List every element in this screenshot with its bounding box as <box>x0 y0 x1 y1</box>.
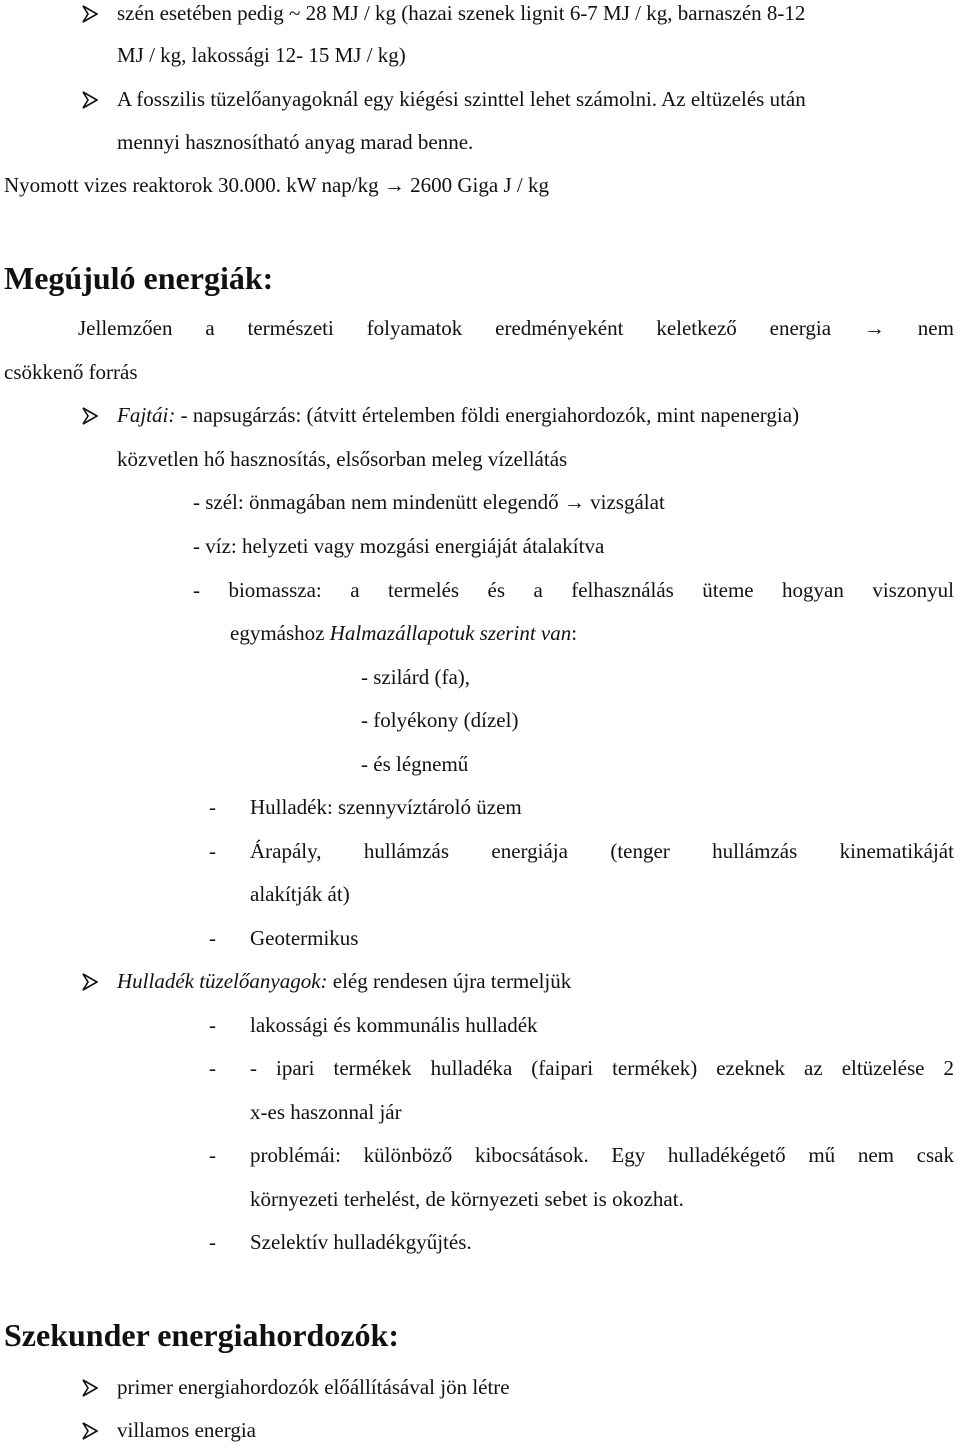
types-biomass <box>193 580 954 601</box>
intro-paragraph-line <box>78 318 954 339</box>
biomass-text: egymáshoz <box>230 621 325 645</box>
biomass-word: a <box>350 578 360 602</box>
dash-marker: - <box>209 1230 216 1254</box>
intro-word: természeti <box>247 316 334 340</box>
waste-fuels-line <box>117 971 571 992</box>
section-heading-renewables: Megújuló energiák: <box>4 260 274 296</box>
arrowhead-bullet-icon <box>82 91 98 109</box>
section-heading-secondary: Szekunder energiahordozók: <box>4 1317 399 1353</box>
intro-word: keletkező <box>656 316 737 340</box>
bullet-text: A fosszilis tüzelőanyagoknál egy kiégési szinttel lehet számolni. Az eltüzelés után <box>117 87 806 111</box>
bullet-text: mennyi hasznosítható anyag marad benne. <box>117 130 474 154</box>
dash-marker: - <box>209 1013 216 1037</box>
tidal-word: Árapály, <box>250 839 322 863</box>
arrowhead-bullet-icon <box>82 973 98 991</box>
tidal-word: kinematikáját <box>839 839 954 863</box>
tidal-word: energiája <box>491 839 568 863</box>
dash-marker: - <box>209 1056 216 1080</box>
waste-fuels-label: Hulladék tüzelőanyagok: <box>117 969 328 993</box>
types-line <box>117 405 799 426</box>
types-wind: - szél: önmagában nem mindenütt elegendő → vizsgálat <box>193 490 665 514</box>
intro-word: a <box>205 316 215 340</box>
intro-word: folyamatok <box>366 316 463 340</box>
state-item: - és légnemű <box>361 752 469 776</box>
state-item: - szilárd (fa), <box>361 665 471 689</box>
dash-marker: - <box>209 926 216 950</box>
nuclear-reactor-line: Nyomott vizes reaktorok 30.000. kW nap/kg → 2600 Giga J / kg <box>4 173 549 197</box>
tidal-word: hullámzás <box>363 839 450 863</box>
types-waste: Hulladék: szennyvíztároló üzem <box>250 795 522 819</box>
colon: : <box>571 621 578 645</box>
biomass-word: termelés <box>387 578 460 602</box>
biomass-word: - <box>193 578 200 602</box>
biomass-word: hogyan <box>782 578 844 602</box>
secondary-item: villamos energia <box>117 1418 256 1442</box>
aggregate-states-label: Halmazállapotuk szerint van <box>329 621 572 645</box>
intro-word: nem <box>917 316 954 340</box>
bullet-text: MJ / kg, lakossági 12- 15 MJ / kg) <box>117 43 406 67</box>
waste-item: környezeti terhelést, de környezeti sebet is okozhat. <box>250 1187 684 1211</box>
biomass-word: és <box>487 578 506 602</box>
arrowhead-bullet-icon <box>82 407 98 425</box>
biomass-word: felhasználás <box>571 578 674 602</box>
tidal-word: (tenger <box>610 839 670 863</box>
arrowhead-bullet-icon <box>82 1422 98 1440</box>
tidal-word: hullámzás <box>712 839 798 863</box>
types-biomass-line2 <box>230 623 577 644</box>
intro-paragraph-line: csökkenő forrás <box>4 360 138 384</box>
secondary-item: primer energiahordozók előállításával jön létre <box>117 1375 510 1399</box>
dash-marker: - <box>209 839 216 863</box>
biomass-word: biomassza: <box>228 578 322 602</box>
bullet-text: szén esetében pedig ~ 28 MJ / kg (hazai szenek lignit 6-7 MJ / kg, barnaszén 8-12 <box>117 1 806 25</box>
types-geothermal: Geotermikus <box>250 926 359 950</box>
waste-item: - ipari termékek hulladéka (faipari termékek) ezeknek az eltüzelése 2 <box>250 1056 954 1080</box>
types-tidal <box>250 841 954 862</box>
waste-fuels-text: elég rendesen újra termeljük <box>327 969 572 993</box>
dash-marker: - <box>209 795 216 819</box>
types-line: közvetlen hő hasznosítás, elsősorban meleg vízellátás <box>117 447 568 471</box>
waste-item: lakossági és kommunális hulladék <box>250 1013 538 1037</box>
dash-marker: - <box>209 1143 216 1167</box>
waste-item: problémái: különböző kibocsátások. Egy hulladékégető mű nem csak <box>250 1143 954 1167</box>
types-tidal-line2: alakítják át) <box>250 882 350 906</box>
intro-word: Jellemzően <box>78 316 173 340</box>
arrowhead-bullet-icon <box>82 1379 98 1397</box>
waste-item: x-es haszonnal jár <box>250 1100 402 1124</box>
types-solar: - napsugárzás: (átvitt értelemben földi energiahordozók, mint napenergia) <box>175 403 800 427</box>
intro-word: → <box>863 316 885 340</box>
intro-word: energia <box>769 316 832 340</box>
biomass-word: üteme <box>702 578 754 602</box>
biomass-word: a <box>533 578 543 602</box>
waste-item: Szelektív hulladékgyűjtés. <box>250 1230 472 1254</box>
types-water: - víz: helyzeti vagy mozgási energiáját átalakítva <box>193 534 605 558</box>
biomass-word: viszonyul <box>872 578 954 602</box>
arrowhead-bullet-icon <box>82 5 98 23</box>
intro-word: eredményeként <box>495 316 624 340</box>
types-label: Fajtái: <box>117 403 176 427</box>
state-item: - folyékony (dízel) <box>361 708 519 732</box>
